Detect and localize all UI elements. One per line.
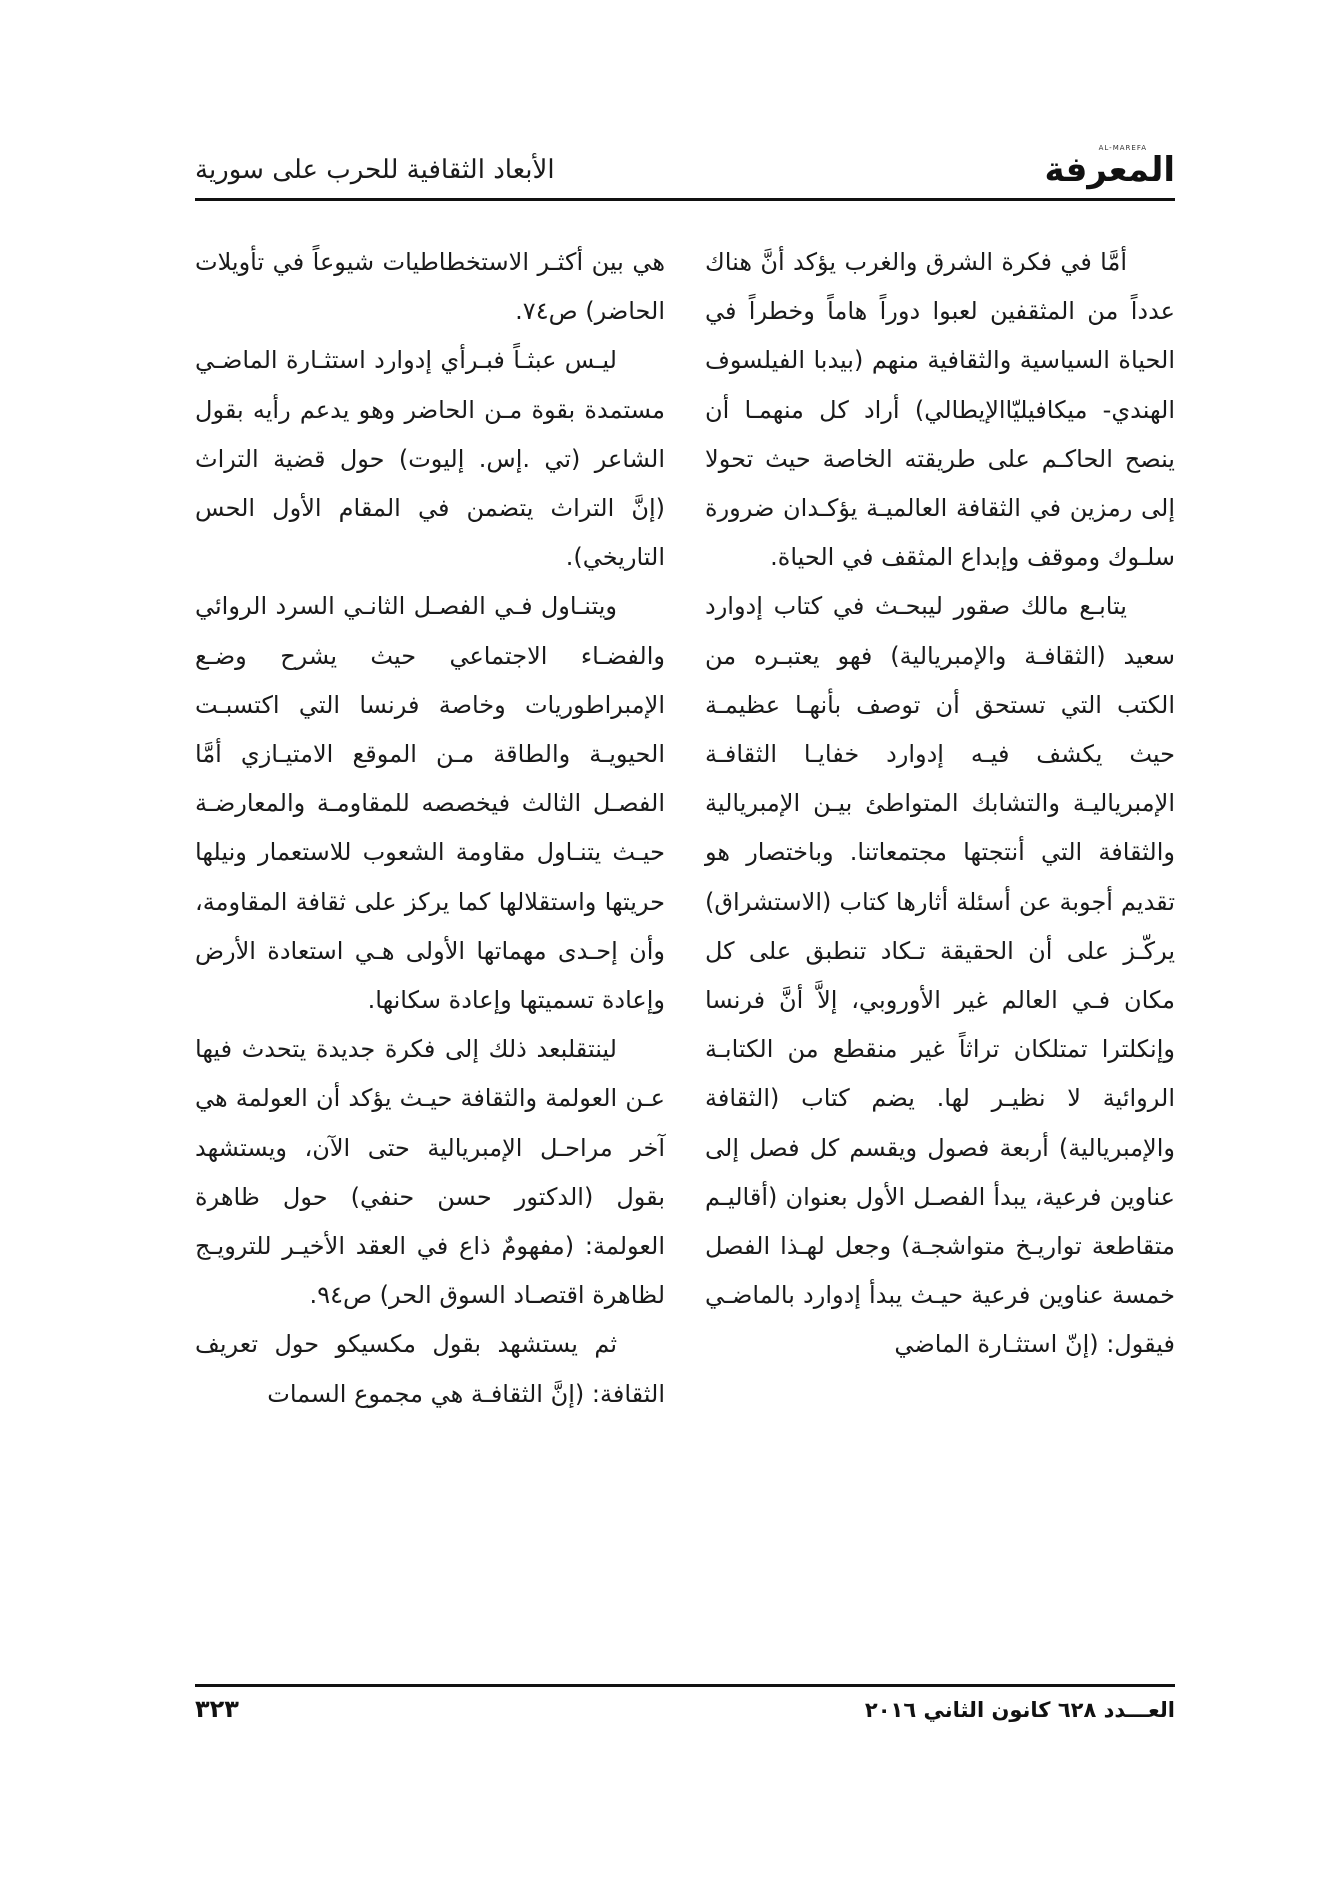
issue-label: العـــدد ٦٢٨ كانون الثاني ٢٠١٦	[864, 1698, 1175, 1722]
running-title: الأبعاد الثقافية للحرب على سورية	[195, 155, 555, 185]
page-number: ٣٢٣	[195, 1695, 239, 1723]
paragraph: ثم يستشهد بقول مكسيكو حول تعريف الثقافة: (إنَّ الثقافـة هي مجموع السمات	[195, 1330, 665, 1408]
paragraph: لينتقلبعد ذلك إلى فكرة جديدة يتحدث فيها عـن العولمة والثقافة حيـث يؤكد أن العولمة هي آخر مراحـل الإمبريالية حتى الآن، ويستشهد بقول (الدكتور حسن حنفي) حول ظاهرة العولمة: (مفهومٌ ذاع في العقد الأخيـر للترويـج لظاهرة اقتصـاد السوق الحر) ص٩٤.	[195, 1035, 665, 1310]
magazine-logo	[1045, 150, 1175, 190]
paragraph: هي بين أكثـر الاستخطاطيات شيوعاً في تأويلات الحاضر) ص٧٤.	[195, 248, 665, 326]
logo-small-text: AL-MAREFA	[1098, 144, 1147, 152]
header-rule	[195, 198, 1175, 201]
footer-rule	[195, 1684, 1175, 1687]
paragraph: ويتنـاول فـي الفصـل الثانـي السرد الروائي والفضـاء الاجتماعي حيث يشرح وضـع الإمبراطوريات وخاصة فرنسا التي اكتسبـت الحيويـة والطاقة مـن الموقع الامتيـازي أمَّا الفصـل الثالث فيخصصه للمقاومـة والمعارضـة حيـث يتنـاول مقاومة الشعوب للاستعمار ونيلها حريتها واستقلالها كما يركز على ثقافة المقاومة، وأن إحـدى مهماتها الأولى هـي استعادة الأرض وإعادة تسميتها وإعادة سكانها.	[195, 592, 665, 1015]
paragraph: ليـس عبثـاً فبـرأي إدوارد استثـارة الماضـي مستمدة بقوة مـن الحاضر وهو يدعم رأيه بقول الشاعر (تي .إس. إليوت) حول قضية التراث (إنَّ التراث يتضمن في المقام الأول الحس التاريخي).	[195, 346, 665, 572]
logo-text: المعرفة	[1044, 150, 1175, 190]
text-column-right	[705, 238, 1175, 1370]
paragraph: يتابـع مالك صقور ليبحـث في كتاب إدوارد سعيد (الثقافـة والإمبريالية) فهو يعتبـره من الكتب التي تستحق أن توصف بأنهـا عظيمـة حيث يكشف فيـه إدوارد خفايـا الثقافـة الإمبرياليـة والتشابك المتواطئ بيـن الإمبريالية والثقافة التي أنتجتها مجتمعاتنا. وباختصار هو تقديم أجوبة عن أسئلة أثارها كتاب (الاستشراق) يركّـز على أن الحقيقة تـكاد تنطبق على كل مكان فـي العالم غير الأوروبي، إلاَّ أنَّ فرنسا وإنكلترا تمتلكان تراثاً غير منقطع من الكتابـة الروائية لا نظيـر لها. يضم كتاب (الثقافة والإمبريالية) أربعة فصول ويقسم كل فصل إلى عناوين فرعية، يبدأ الفصـل الأول بعنوان (أقاليـم متقاطعة تواريـخ متواشجـة) وجعل لهـذا الفصل خمسة عناوين فرعية حيـث يبدأ إدوارد بالماضـي فيقول: (إنّ استثـارة الماضي	[705, 592, 1175, 1359]
page-header	[195, 144, 1175, 190]
text-column-left	[195, 238, 665, 1419]
paragraph: أمَّا في فكرة الشرق والغرب يؤكد أنَّ هناك عدداً من المثقفين لعبوا دوراً هاماً وخطراً في الحياة السياسية والثقافية منهم (بيدبا الفيلسوف الهندي- ميكافيليّاالإيطالي) أراد كل منهمـا أن ينصح الحاكـم على طريقته الخاصة حيث تحولا إلى رمزين في الثقافة العالميـة يؤكـدان ضرورة سلـوك وموقف وإبداع المثقف في الحياة.	[705, 248, 1175, 572]
